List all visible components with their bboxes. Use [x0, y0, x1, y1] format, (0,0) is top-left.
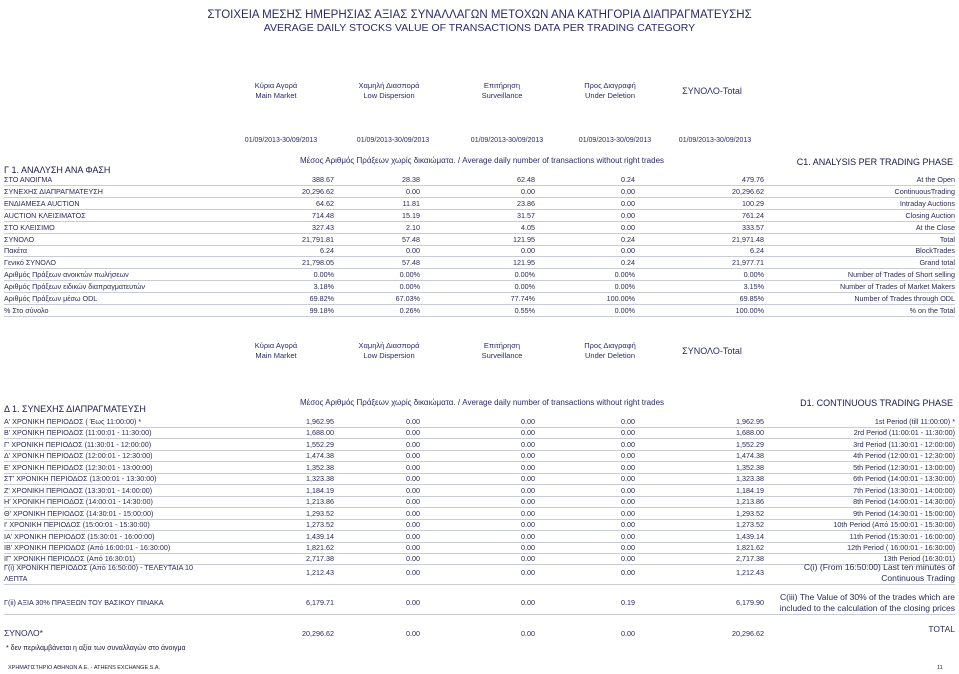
date-range: 01/09/2013-30/09/2013 [356, 137, 430, 144]
value-main-market: 1,474.38 [306, 451, 334, 461]
value-under-deletion: 0.00 [621, 485, 635, 495]
value-low-dispersion: 15.19 [402, 210, 420, 220]
value-under-deletion: 100.00% [606, 294, 635, 303]
table-row [4, 211, 955, 222]
row-label-english: 4th Period (12:00:01 - 12:30:00) [853, 451, 955, 461]
date-range: 01/09/2013-30/09/2013 [244, 137, 318, 144]
value-under-deletion: 0.00 [621, 210, 635, 220]
table-row-cii [4, 592, 955, 615]
table-row [4, 509, 955, 520]
row-label-english: 9th Period (14:30:01 - 15:00:00) [853, 508, 955, 518]
col-under-deletion: Προς Διαγραφή Under Deletion [584, 81, 636, 100]
value-surveillance: 23.86 [517, 198, 535, 208]
value-surveillance: 0.00 [521, 542, 535, 552]
value-total: 1,474.38 [736, 451, 764, 461]
value-total: 100.29 [742, 198, 764, 208]
row-label-english: % on the Total [909, 305, 955, 315]
row-label-greek: ΣΥΝΕΧΗΣ ΔΙΑΠΡΑΓΜΑΤΕΥΣΗ [4, 186, 103, 196]
value-low-dispersion: 57.48 [402, 234, 420, 244]
date-range: 01/09/2013-30/09/2013 [470, 137, 544, 144]
value-under-deletion: 0.00 [621, 520, 635, 530]
row-label-greek: Η' ΧΡΟΝΙΚΗ ΠΕΡΙΟΔΟΣ (14:00:01 - 14:30:00) [4, 497, 153, 507]
value-main-market: 64.62 [316, 198, 334, 208]
value-surveillance: 0.00 [521, 508, 535, 518]
value-main-market: 6,179.71 [306, 598, 334, 607]
value-under-deletion: 0.00 [621, 474, 635, 484]
value-surveillance: 0.00 [521, 629, 535, 638]
row-label-english: 12th Period ( 16:00:01 - 16:30:00) [847, 542, 955, 552]
row-label-english: Total [939, 234, 955, 244]
value-main-market: 1,688.00 [306, 428, 334, 438]
value-total: 479.76 [742, 175, 764, 184]
col-surveillance: Επιτήρηση Surveillance [481, 341, 523, 360]
table-row [4, 486, 955, 497]
value-under-deletion: 0.00 [621, 198, 635, 208]
value-total: 1,293.52 [736, 508, 764, 518]
value-surveillance: 0.00 [521, 428, 535, 438]
value-surveillance: 0.00 [521, 462, 535, 472]
page-number: 11 [937, 665, 943, 671]
value-under-deletion: 0.00 [621, 629, 635, 638]
value-total: 3.15% [743, 282, 764, 292]
value-total: 1,688.00 [736, 428, 764, 438]
row-label-english: BlockTrades [915, 246, 955, 256]
value-main-market: 714.48 [312, 210, 334, 220]
col-low-dispersion: Χαμηλή Διασπορά Low Dispersion [358, 81, 420, 100]
page-subtitle: AVERAGE DAILY STOCKS VALUE OF TRANSACTIONS DATA PER TRADING CATEGORY [263, 22, 696, 34]
row-label-greek: Πακέτα [4, 246, 28, 256]
value-surveillance: 0.00% [514, 282, 535, 292]
row-label-greek: Ζ' ΧΡΟΝΙΚΗ ΠΕΡΙΟΔΟΣ (13:30:01 - 14:00:00) [4, 485, 153, 495]
value-low-dispersion: 0.00 [406, 246, 420, 256]
section1-title-english: C1. ANALYSIS PER TRADING PHASE [796, 157, 953, 167]
value-surveillance: 0.00 [521, 417, 535, 426]
value-total: 1,323.38 [736, 474, 764, 484]
value-total: 21,971.48 [732, 234, 764, 244]
row-label-greek: % Στο σύνολο [4, 305, 49, 315]
value-total: 1,273.52 [736, 520, 764, 530]
value-low-dispersion: 0.00 [406, 485, 420, 495]
value-low-dispersion: 2.10 [406, 222, 420, 232]
table-row [4, 258, 955, 269]
value-main-market: 1,962.95 [306, 417, 334, 426]
value-under-deletion: 0.00 [621, 508, 635, 518]
value-total: 333.57 [742, 222, 764, 232]
row-label-greek: ΙΒ' ΧΡΟΝΙΚΗ ΠΕΡΙΟΔΟΣ (Από 16:00:01 - 16:30:00) [4, 542, 171, 552]
value-low-dispersion: 28.38 [402, 175, 420, 184]
value-surveillance: 0.00 [521, 451, 535, 461]
section1-title-greek: Γ 1. ΑΝΑΛΥΣΗ ΑΝΑ ΦΑΣΗ [4, 165, 111, 175]
row-label-english: 13th Period (16:30:01) [883, 554, 955, 564]
value-total: 1,962.95 [736, 417, 764, 426]
value-total: 20,296.62 [732, 186, 764, 196]
value-low-dispersion: 0.00 [406, 451, 420, 461]
value-total: 1,213.86 [736, 497, 764, 507]
value-low-dispersion: 0.00 [406, 598, 420, 607]
col-under-deletion: Προς Διαγραφή Under Deletion [584, 341, 636, 360]
value-under-deletion: 0.00 [621, 439, 635, 449]
table-row-total [4, 624, 955, 638]
row-label-english: Number of Trades of Short selling [847, 270, 955, 280]
value-surveillance: 0.00 [521, 497, 535, 507]
value-under-deletion: 0.00% [614, 282, 635, 292]
value-total: 1,821.62 [736, 542, 764, 552]
table-row [4, 543, 955, 554]
value-surveillance: 0.00 [521, 568, 535, 577]
value-main-market: 21,798.05 [302, 258, 334, 268]
table-row [4, 282, 955, 293]
table-row [4, 235, 955, 246]
row-label-english: C(i) (From 16:50:00) Last ten minutes of Continuous Trading [803, 562, 955, 583]
value-under-deletion: 0.00 [621, 554, 635, 564]
row-label-greek: Αριθμός Πράξεων ανοικτών πωλήσεων [4, 270, 129, 280]
value-low-dispersion: 0.00 [406, 497, 420, 507]
table-row [4, 451, 955, 462]
row-label-english: At the Open [916, 175, 955, 184]
value-low-dispersion: 0.00 [406, 417, 420, 426]
col-low-dispersion: Χαμηλή Διασπορά Low Dispersion [358, 341, 420, 360]
value-under-deletion: 0.00 [621, 246, 635, 256]
value-main-market: 1,184.19 [306, 485, 334, 495]
value-total: 1,352.38 [736, 462, 764, 472]
row-label-greek: Ε' ΧΡΟΝΙΚΗ ΠΕΡΙΟΔΟΣ (12:30:01 - 13:00:00) [4, 462, 153, 472]
value-main-market: 327.43 [312, 222, 334, 232]
row-label-greek: ΣΥΝΟΛΟ [4, 234, 35, 244]
row-label-greek: ΙΓ' ΧΡΟΝΙΚΗ ΠΕΡΙΟΔΟΣ (Από 16:30:01) [4, 554, 136, 564]
value-surveillance: 0.00% [514, 270, 535, 280]
value-main-market: 3.18% [313, 282, 334, 292]
value-surveillance: 0.00 [521, 186, 535, 196]
value-under-deletion: 0.24 [621, 258, 635, 268]
value-low-dispersion: 0.00 [406, 474, 420, 484]
value-surveillance: 121.95 [513, 258, 535, 268]
row-label-english: Number of Trades through ODL [854, 294, 955, 303]
value-surveillance: 0.00 [521, 531, 535, 541]
row-label-english: 6th Period (14:00:01 - 13:30:00) [853, 474, 955, 484]
value-total: 69.85% [739, 294, 764, 303]
value-under-deletion: 0.00 [621, 568, 635, 577]
row-label-english: Closing Auction [905, 210, 955, 220]
value-total: 20,296.62 [732, 629, 764, 638]
value-main-market: 1,352.38 [306, 462, 334, 472]
value-surveillance: 77.74% [510, 294, 535, 303]
row-label-english: Grand total [919, 258, 955, 268]
value-low-dispersion: 0.00 [406, 428, 420, 438]
value-main-market: 69.82% [309, 294, 334, 303]
value-total: 1,212.43 [736, 568, 764, 577]
value-total: 6,179.90 [736, 598, 764, 607]
table-row-ci [4, 562, 955, 585]
table-row [4, 246, 955, 257]
section2-subtitle: Μέσος Αριθμός Πράξεων χωρίς δικαιώματα. / Average daily number of transactions without right trades [300, 398, 665, 407]
value-surveillance: 0.00 [521, 598, 535, 607]
row-label-english: 1st Period (till 11:00:00) * [874, 417, 955, 426]
value-surveillance: 0.00 [521, 520, 535, 530]
value-total: 21,977.71 [732, 258, 764, 268]
value-main-market: 0.00% [313, 270, 334, 280]
row-label-greek: Αριθμός Πράξεων ειδικών διαπραγματευτών [4, 282, 146, 292]
value-low-dispersion: 0.00 [406, 568, 420, 577]
value-low-dispersion: 57.48 [402, 258, 420, 268]
value-low-dispersion: 0.00% [399, 270, 420, 280]
value-main-market: 1,293.52 [306, 508, 334, 518]
row-label-greek: Ι' ΧΡΟΝΙΚΗ ΠΕΡΙΟΔΟΣ (15:00:01 - 15:30:00) [4, 520, 150, 530]
value-total: 761.24 [742, 210, 764, 220]
row-label-english: TOTAL [928, 624, 955, 634]
value-under-deletion: 0.00 [621, 417, 635, 426]
value-main-market: 1,273.52 [306, 520, 334, 530]
value-surveillance: 0.00 [521, 485, 535, 495]
value-low-dispersion: 0.00 [406, 554, 420, 564]
col-total: ΣΥΝΟΛΟ-Total [682, 86, 742, 96]
value-total: 100.00% [735, 305, 764, 315]
section2-title-english: D1. CONTINUOUS TRADING PHASE [800, 398, 953, 408]
value-under-deletion: 0.00% [614, 305, 635, 315]
value-total: 1,439.14 [736, 531, 764, 541]
value-under-deletion: 0.00 [621, 186, 635, 196]
value-main-market: 1,439.14 [306, 531, 334, 541]
table-row [4, 270, 955, 281]
table-row [4, 520, 955, 531]
row-label-greek: Α' ΧΡΟΝΙΚΗ ΠΕΡΙΟΔΟΣ ( Έως 11:00:00) * [4, 417, 142, 426]
value-total: 1,552.29 [736, 439, 764, 449]
row-label-english: Intraday Auctions [899, 198, 955, 208]
table-row [4, 428, 955, 439]
value-main-market: 388.67 [312, 175, 334, 184]
value-under-deletion: 0.24 [621, 175, 635, 184]
value-low-dispersion: 0.00 [406, 439, 420, 449]
value-low-dispersion: 0.26% [399, 305, 420, 315]
value-surveillance: 0.55% [514, 305, 535, 315]
value-main-market: 20,296.62 [302, 629, 334, 638]
row-label-greek: Γ' ΧΡΟΝΙΚΗ ΠΕΡΙΟΔΟΣ (11:30:01 - 12:00:00) [4, 439, 152, 449]
value-main-market: 2,717.38 [306, 554, 334, 564]
value-low-dispersion: 0.00 [406, 520, 420, 530]
row-label-greek: Γενικό ΣΥΝΟΛΟ [4, 258, 56, 268]
value-low-dispersion: 0.00% [399, 282, 420, 292]
footer-company: ΧΡΗΜΑΤΙΣΤΗΡΙΟ ΑΘΗΝΩΝ Α.Ε. - ATHENS EXCHANGE S.A. [8, 665, 161, 671]
row-label-greek: ΣΤ' ΧΡΟΝΙΚΗ ΠΕΡΙΟΔΟΣ (13:00:01 - 13:30:00) [4, 474, 157, 484]
table-row [4, 199, 955, 210]
date-range: 01/09/2013-30/09/2013 [578, 137, 652, 144]
value-main-market: 21,791.81 [302, 234, 334, 244]
col-total: ΣΥΝΟΛΟ-Total [682, 346, 742, 356]
value-low-dispersion: 0.00 [406, 508, 420, 518]
value-surveillance: 62.48 [517, 175, 535, 184]
table-row [4, 532, 955, 543]
row-label-english: 5th Period (12:30:01 - 13:00:00) [853, 462, 955, 472]
value-total: 2,717.38 [736, 554, 764, 564]
row-label-english: 7th Period (13:30:01 - 14:00:00) [853, 485, 955, 495]
table-row [4, 497, 955, 508]
value-surveillance: 0.00 [521, 474, 535, 484]
row-label-greek: Θ' ΧΡΟΝΙΚΗ ΠΕΡΙΟΔΟΣ (14:30:01 - 15:00:00) [4, 508, 154, 518]
col-main-market: Κύρια Αγορά Main Market [254, 341, 298, 360]
section2-title-greek: Δ 1. ΣΥΝΕΧΗΣ ΔΙΑΠΡΑΓΜΑΤΕΥΣΗ [4, 404, 146, 414]
value-under-deletion: 0.00 [621, 451, 635, 461]
value-low-dispersion: 67.03% [395, 294, 420, 303]
value-low-dispersion: 0.00 [406, 629, 420, 638]
value-under-deletion: 0.00 [621, 428, 635, 438]
value-under-deletion: 0.00 [621, 531, 635, 541]
row-label-english: Number of Trades of Market Makers [839, 282, 955, 292]
value-surveillance: 4.05 [521, 222, 535, 232]
value-low-dispersion: 0.00 [406, 462, 420, 472]
value-surveillance: 0.00 [521, 439, 535, 449]
row-label-greek: Δ' ΧΡΟΝΙΚΗ ΠΕΡΙΟΔΟΣ (12:00:01 - 12:30:00) [4, 451, 153, 461]
row-label-greek: ΙΑ' ΧΡΟΝΙΚΗ ΠΕΡΙΟΔΟΣ (15:30:01 - 16:00:00) [4, 531, 155, 541]
table-row [4, 187, 955, 198]
row-label-greek: ΣΥΝΟΛΟ* [4, 628, 43, 638]
table-row [4, 440, 955, 451]
date-range: 01/09/2013-30/09/2013 [678, 137, 752, 144]
value-main-market: 1,213.86 [306, 497, 334, 507]
value-main-market: 1,212.43 [306, 568, 334, 577]
row-label-greek: ΣΤΟ ΑΝΟΙΓΜΑ [4, 175, 53, 184]
value-low-dispersion: 0.00 [406, 531, 420, 541]
row-label-greek: AUCTION ΚΛΕΙΣΙΜΑΤΟΣ [4, 210, 86, 220]
table-row [4, 463, 955, 474]
value-total: 6.24 [750, 246, 764, 256]
value-main-market: 1,323.38 [306, 474, 334, 484]
section1-subtitle: Μέσος Αριθμός Πράξεων χωρίς δικαιώματα. / Average daily number of transactions without right trades [300, 156, 665, 165]
value-under-deletion: 0.24 [621, 234, 635, 244]
row-label-english: 2rd Period (11:00:01 - 11:30:00) [853, 428, 955, 438]
value-surveillance: 121.95 [513, 234, 535, 244]
row-label-english: 11th Period (15:30:01 - 16:00:00) [849, 531, 955, 541]
value-main-market: 20,296.62 [302, 186, 334, 196]
footnote: * δεν περιλαμβάνεται η αξία των συναλλαγών στο άνοιγμα [6, 645, 186, 652]
row-label-english: 10th Period (Από 15:00:01 - 15:30:00) [833, 520, 955, 530]
value-main-market: 1,821.62 [306, 542, 334, 552]
row-label-greek: Β' ΧΡΟΝΙΚΗ ΠΕΡΙΟΔΟΣ (11:00:01 - 11:30:00) [4, 428, 152, 438]
row-label-greek: Γ(ii) ΑΞΙΑ 30% ΠΡΑΞΕΩΝ ΤΟΥ ΒΑΣΙΚΟΥ ΠΙΝΑΚΑ [4, 598, 164, 607]
value-under-deletion: 0.00 [621, 462, 635, 472]
row-label-greek: ΕΝΔΙΑΜΕΣΑ AUCTION [4, 198, 80, 208]
row-label-english: 3rd Period (11:30:01 - 12:00:00) [853, 439, 955, 449]
value-main-market: 99.18% [309, 305, 334, 315]
value-under-deletion: 0.00 [621, 497, 635, 507]
value-main-market: 6.24 [320, 246, 334, 256]
value-surveillance: 0.00 [521, 554, 535, 564]
value-low-dispersion: 11.81 [402, 198, 420, 208]
value-under-deletion: 0.00% [614, 270, 635, 280]
row-label-greek: Αριθμός Πράξεων μέσω ODL [4, 294, 98, 303]
col-main-market: Κύρια Αγορά Main Market [254, 81, 298, 100]
table-row [4, 294, 955, 305]
value-total: 1,184.19 [736, 485, 764, 495]
row-label-english: C(iii) The Value of 30% of the trades which are included to the calculation of the closing prices [779, 592, 955, 613]
row-label-greek: Γ(i) ΧΡΟΝΙΚΗ ΠΕΡΙΟΔΟΣ (Από 16:50:00) - ΤΕΛΕΥΤΑΙΑ 10 ΛΕΠΤΑ [4, 563, 193, 583]
table-row [4, 223, 955, 234]
table-row [4, 306, 955, 317]
value-under-deletion: 0.19 [621, 598, 635, 607]
col-surveillance: Επιτήρηση Surveillance [481, 81, 523, 100]
value-total: 0.00% [743, 270, 764, 280]
table-row [4, 175, 955, 186]
row-label-english: ContinuousTrading [894, 186, 955, 196]
page-title: ΣΤΟΙΧΕΙΑ ΜΕΣΗΣ ΗΜΕΡΗΣΙΑΣ ΑΞΙΑΣ ΣΥΝΑΛΛΑΓΩΝ ΜΕΤΟΧΩΝ ΑΝΑ ΚΑΤΗΓΟΡΙΑ ΔΙΑΠΡΑΓΜΑΤΕΥΣΗΣ [207, 9, 752, 21]
table-row [4, 417, 955, 428]
value-main-market: 1,552.29 [306, 439, 334, 449]
value-under-deletion: 0.00 [621, 542, 635, 552]
value-low-dispersion: 0.00 [406, 186, 420, 196]
row-label-english: 8th Period (14:00:01 - 14:30:00) [853, 497, 955, 507]
value-surveillance: 31.57 [517, 210, 535, 220]
table-row [4, 474, 955, 485]
row-label-greek: ΣΤΟ ΚΛΕΙΣΙΜΟ [4, 222, 55, 232]
value-under-deletion: 0.00 [621, 222, 635, 232]
value-low-dispersion: 0.00 [406, 542, 420, 552]
value-surveillance: 0.00 [521, 246, 535, 256]
row-label-english: At the Close [915, 222, 955, 232]
